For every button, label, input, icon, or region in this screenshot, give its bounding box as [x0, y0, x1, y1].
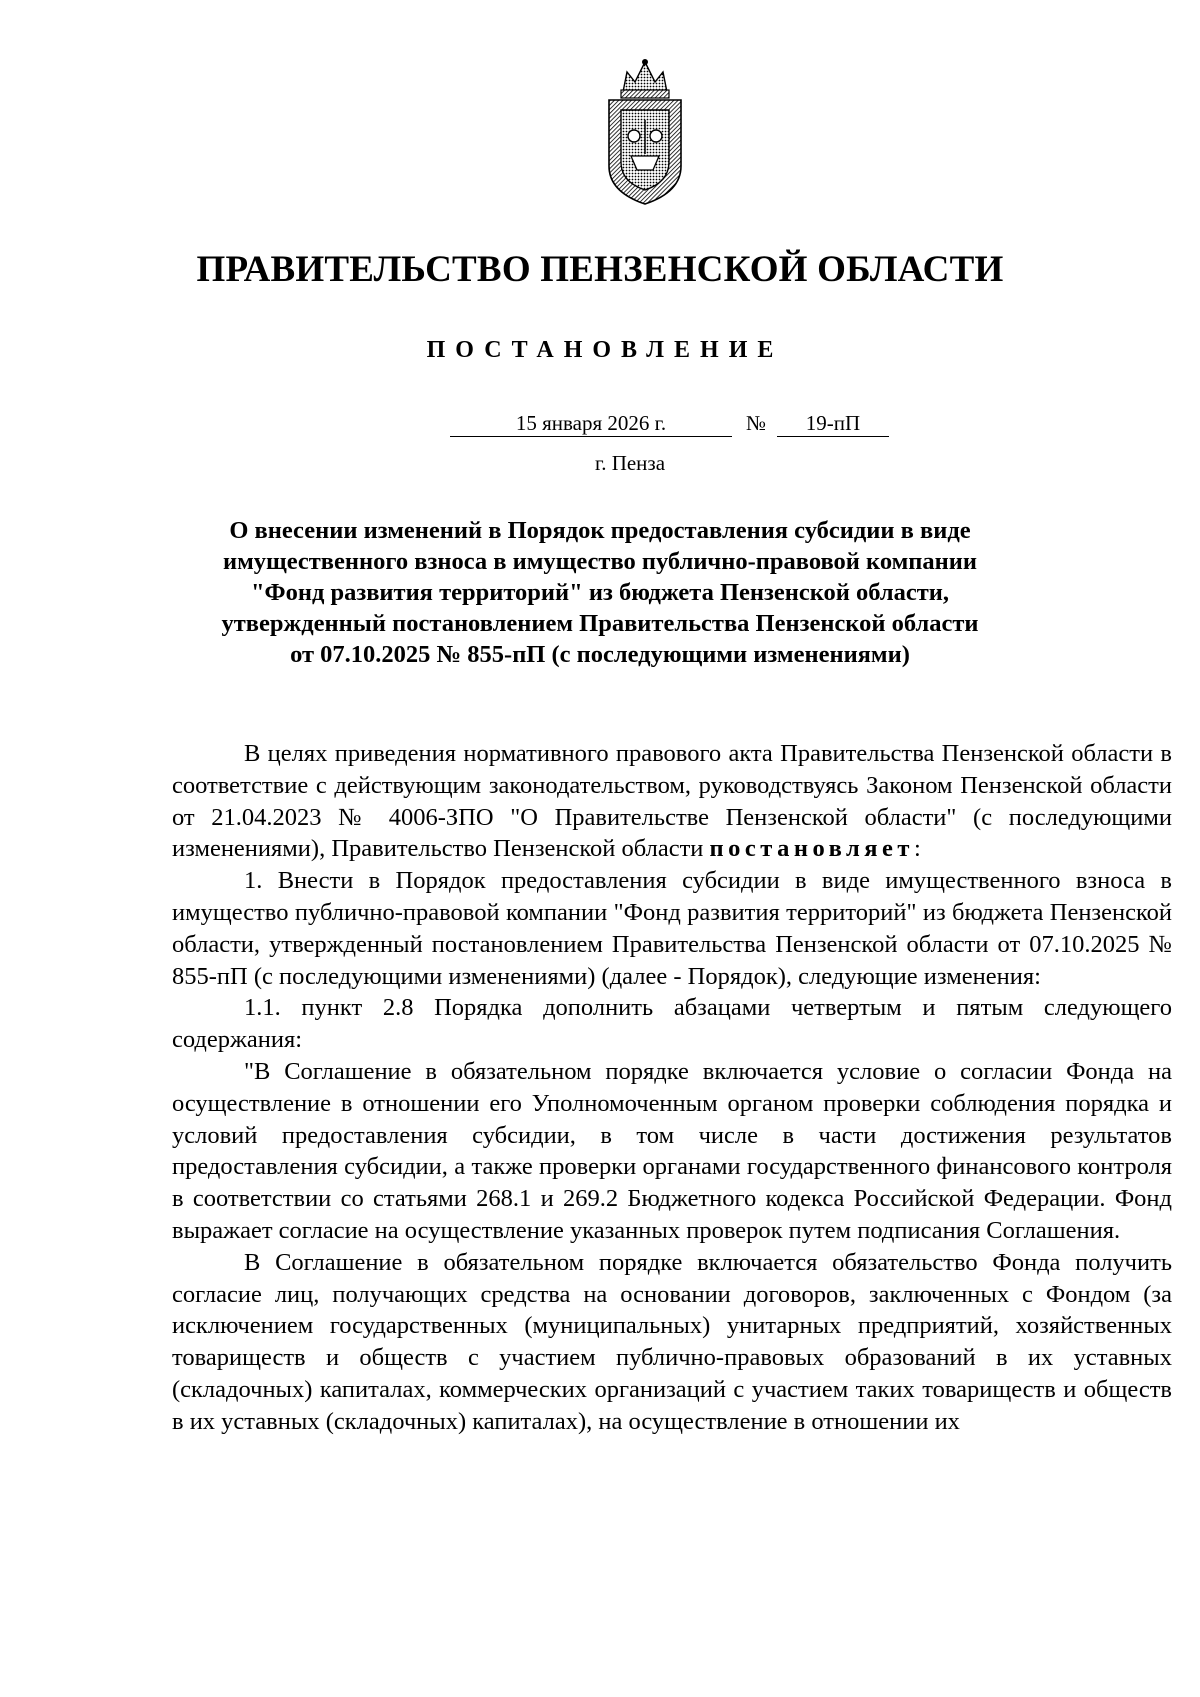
- document-subject: [160, 515, 1040, 670]
- subject-line: от 07.10.2025 № 855-пП (с последующими изменениями): [290, 641, 910, 668]
- subject-line: О внесении изменений в Порядок предоставления субсидии в виде: [229, 517, 971, 544]
- item-1-paragraph: 1. Внести в Порядок предоставления субсидии в виде имущественного взноса в имущество публично-правовой компании "Фонд развития территорий" из бюджета Пензенской области, утвержденный постановлением Правительства Пензенской области от 07.10.2025 № 855-пП (с последующими изменениями) (далее - Порядок), следующие изменения:: [172, 867, 1172, 990]
- organization-title: ПРАВИТЕЛЬСТВО ПЕНЗЕНСКОЙ ОБЛАСТИ: [196, 249, 1004, 290]
- item-1-1-paragraph: 1.1. пункт 2.8 Порядка дополнить абзацами четвертым и пятым следующего содержания:: [172, 994, 1172, 1054]
- subject-line: имущественного взноса в имущество публично-правовой компании: [222, 548, 978, 575]
- number-sign: №: [746, 411, 767, 435]
- document-date: 15 января 2026 г.: [450, 410, 732, 437]
- subject-line: "Фонд развития территорий" из бюджета Пензенской области,: [250, 579, 950, 606]
- decree-word: постановляет: [709, 835, 914, 863]
- quoted-paragraph-2: В Соглашение в обязательном порядке включается обязательство Фонда получить согласие лиц, получающих средства на основании договоров, заключенных с Фондом (за исключением государственных (муниципальных) унитарных предприятий, хозяйственных товариществ и обществ с участием публично-правовых образований в их уставных (складочных) капиталах, коммерческих организаций с участием таких товариществ и обществ в их уставных (складочных) капиталах), на осуществление в отношении их: [172, 1248, 1172, 1435]
- preamble-text: В целях приведения нормативного правового акта Правительства Пензенской области в соответствие с действующим законодательством, руководствуясь Законом Пензенской области от 21.04.2023 № 4006-ЗПО "О Правительстве Пензенской области" (с последующими изменениями), Правительство Пензенской области: [172, 740, 1172, 863]
- city: г. Пенза: [594, 451, 666, 475]
- subject-line: утвержденный постановлением Правительства Пензенской области: [221, 610, 979, 637]
- decree-punctuation: :: [913, 835, 921, 863]
- preamble-paragraph: [172, 738, 1172, 865]
- quoted-paragraph-1: "В Соглашение в обязательном порядке включается условие о согласии Фонда на осуществление в отношении его Уполномоченным органом проверки соблюдения порядка и условий предоставления субсидии, в том числе в части достижения результатов предоставления субсидии, а также проверки органами государственного финансового контроля в соответствии со статьями 268.1 и 269.2 Бюджетного кодекса Российской Федерации. Фонд выражает согласие на осуществление указанных проверок путем подписания Соглашения.: [172, 1057, 1172, 1244]
- pensa-region-coat-of-arms-icon: [601, 58, 689, 208]
- document-type: ПОСТАНОВЛЕНИЕ: [426, 337, 784, 363]
- document-body: [172, 738, 1172, 1438]
- document-number: 19-пП: [777, 410, 889, 437]
